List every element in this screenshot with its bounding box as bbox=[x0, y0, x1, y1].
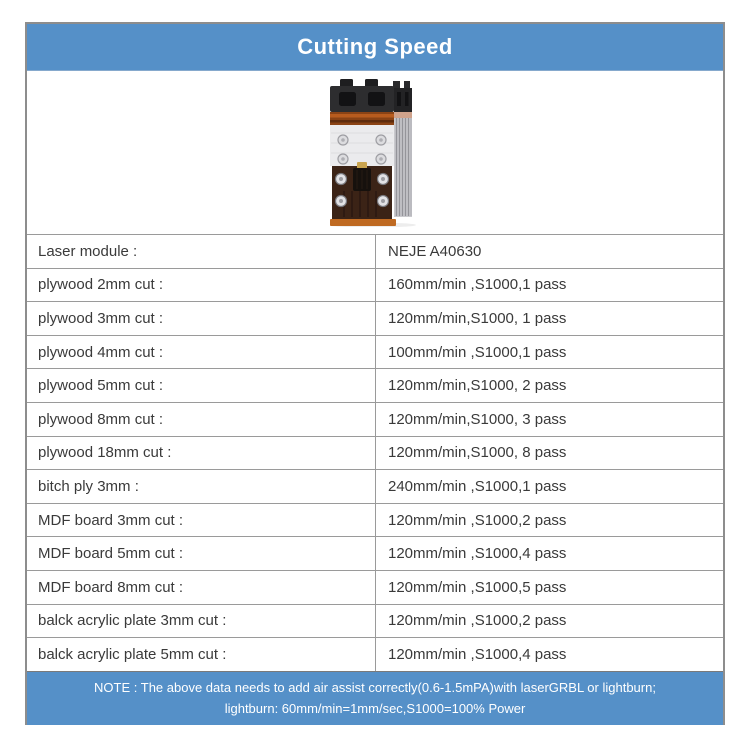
row-value: 120mm/min,S1000, 3 pass bbox=[375, 403, 723, 436]
table-row bbox=[27, 637, 723, 671]
row-label: balck acrylic plate 5mm cut : bbox=[38, 645, 227, 663]
row-label: bitch ply 3mm : bbox=[38, 477, 139, 495]
row-label: plywood 18mm cut : bbox=[38, 444, 172, 462]
row-value: 100mm/min ,S1000,1 pass bbox=[375, 336, 723, 369]
table-row bbox=[27, 268, 723, 302]
row-label: MDF board 3mm cut : bbox=[38, 511, 184, 529]
row-label: plywood 3mm cut : bbox=[38, 309, 164, 327]
row-value: 120mm/min ,S1000,5 pass bbox=[375, 571, 723, 604]
spec-table bbox=[27, 234, 723, 671]
row-label: plywood 8mm cut : bbox=[38, 410, 164, 428]
row-value: 120mm/min ,S1000,4 pass bbox=[375, 537, 723, 570]
note-line-1: NOTE : The above data needs to add air assist correctly(0.6-1.5mPA)with laserGRBL or lightburn; bbox=[94, 680, 656, 696]
row-label: MDF board 5mm cut : bbox=[38, 545, 184, 563]
table-row bbox=[27, 536, 723, 570]
note-bar bbox=[27, 671, 723, 725]
title-bar bbox=[27, 24, 723, 71]
row-value: 120mm/min ,S1000,2 pass bbox=[375, 504, 723, 537]
row-label: Laser module : bbox=[38, 242, 138, 260]
row-label: plywood 2mm cut : bbox=[38, 276, 164, 294]
row-label: MDF board 8mm cut : bbox=[38, 578, 184, 596]
table-row bbox=[27, 335, 723, 369]
table-row bbox=[27, 368, 723, 402]
row-value: 120mm/min ,S1000,2 pass bbox=[375, 605, 723, 638]
laser-module-image bbox=[330, 79, 420, 227]
row-label: plywood 4mm cut : bbox=[38, 343, 164, 361]
row-value: 160mm/min ,S1000,1 pass bbox=[375, 269, 723, 302]
table-row bbox=[27, 301, 723, 335]
table-row bbox=[27, 402, 723, 436]
row-value: 120mm/min,S1000, 1 pass bbox=[375, 302, 723, 335]
row-value: 240mm/min ,S1000,1 pass bbox=[375, 470, 723, 503]
table-row bbox=[27, 503, 723, 537]
row-value: NEJE A40630 bbox=[375, 235, 723, 268]
table-row bbox=[27, 234, 723, 268]
table-row bbox=[27, 570, 723, 604]
row-value: 120mm/min ,S1000,4 pass bbox=[375, 638, 723, 671]
table-row bbox=[27, 469, 723, 503]
product-image-section bbox=[27, 71, 723, 234]
page-title: Cutting Speed bbox=[297, 34, 453, 59]
row-label: balck acrylic plate 3mm cut : bbox=[38, 612, 227, 630]
row-value: 120mm/min,S1000, 2 pass bbox=[375, 369, 723, 402]
row-value: 120mm/min,S1000, 8 pass bbox=[375, 437, 723, 470]
table-row bbox=[27, 604, 723, 638]
row-label: plywood 5mm cut : bbox=[38, 377, 164, 395]
note-line-2: lightburn: 60mm/min=1mm/sec,S1000=100% Power bbox=[224, 700, 526, 716]
table-row bbox=[27, 436, 723, 470]
spec-sheet bbox=[25, 22, 725, 725]
